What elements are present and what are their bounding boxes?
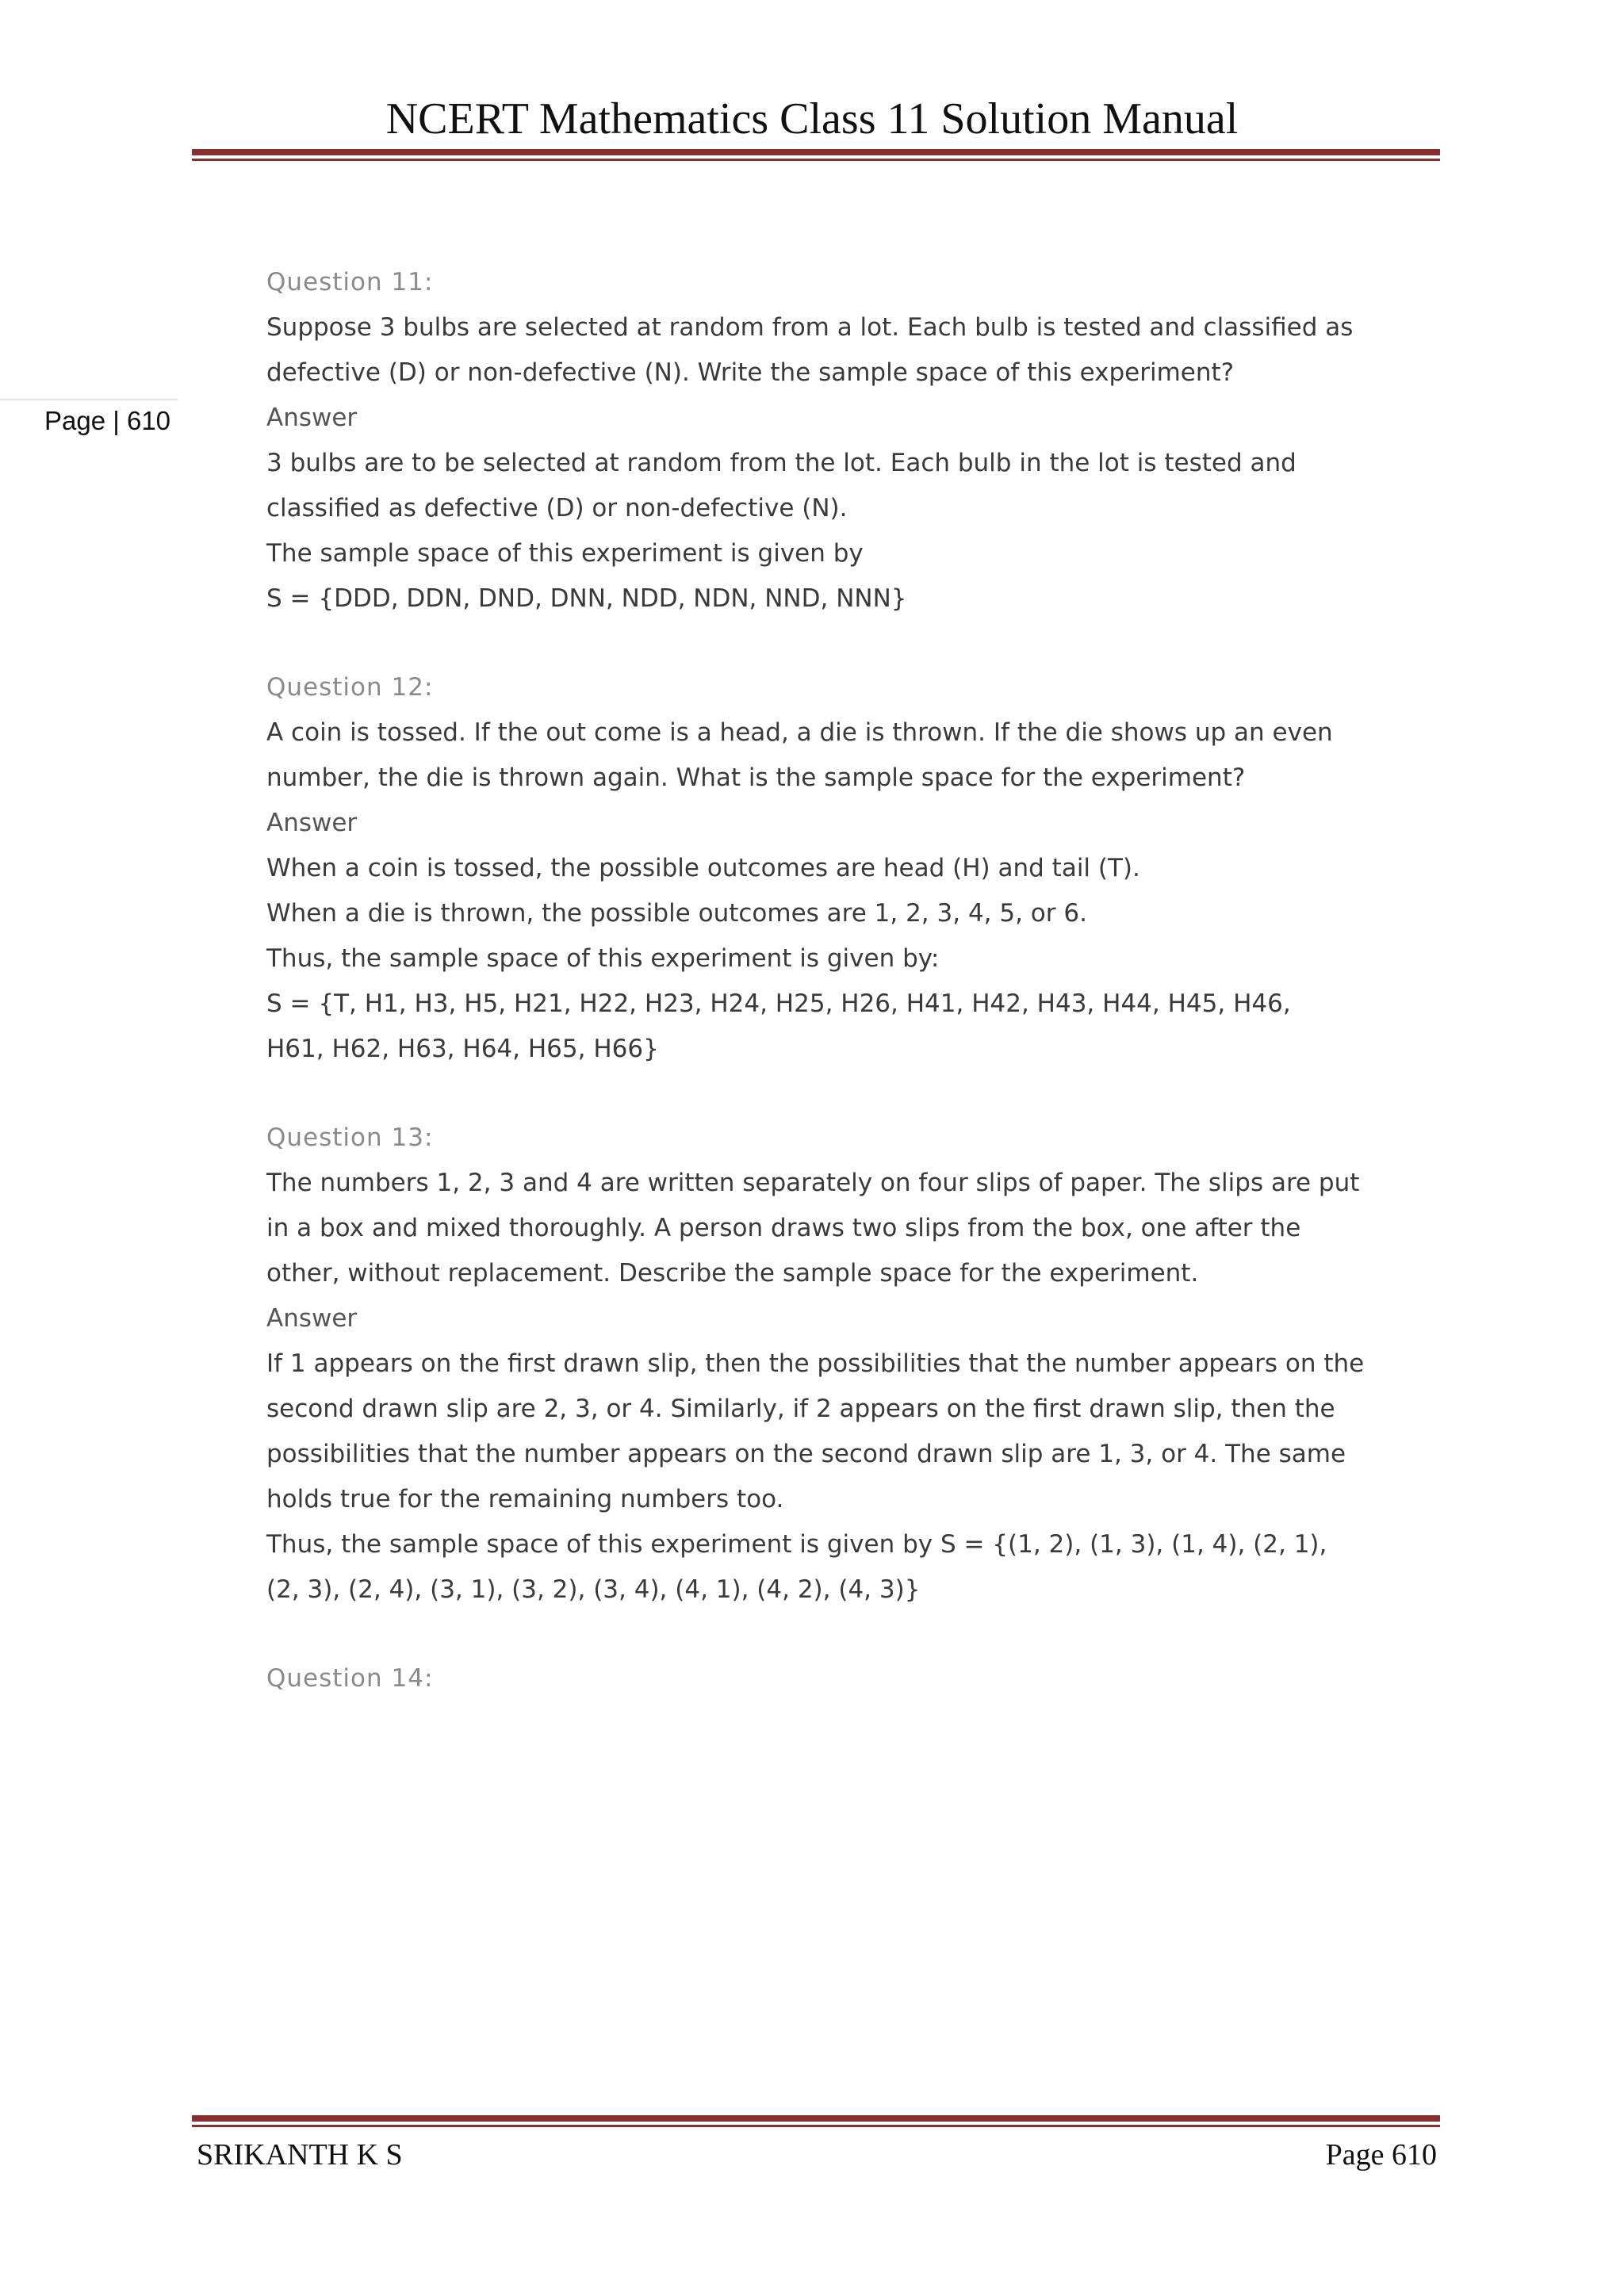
question-block: [266, 1656, 1408, 1701]
answer-label: Answer: [266, 809, 358, 837]
question-text-line: A coin is tossed. If the out come is a head, a die is thrown. If the die shows up an even: [266, 718, 1333, 747]
question-block: [266, 665, 1408, 1072]
question-heading: Question 13:: [266, 1123, 434, 1152]
answer-text-line: second drawn slip are 2, 3, or 4. Similarly, if 2 appears on the first drawn slip, then the: [266, 1395, 1335, 1423]
margin-page-label: Page | 610: [44, 406, 171, 435]
question-heading: Question 12:: [266, 673, 434, 702]
question-heading: Question 11:: [266, 268, 434, 297]
answer-text-line: possibilities that the number appears on the second drawn slip are 1, 3, or 4. The same: [266, 1440, 1346, 1468]
answer-text-line: Thus, the sample space of this experiment is given by S = {(1, 2), (1, 3), (1, 4), (2, 1),: [266, 1530, 1327, 1559]
question-block: [266, 1115, 1408, 1613]
answer-text-line: Thus, the sample space of this experiment is given by:: [266, 944, 940, 973]
page-header-title: NCERT Mathematics Class 11 Solution Manual: [385, 94, 1239, 144]
header-rule: [192, 149, 1440, 161]
footer-rule: [192, 2115, 1440, 2127]
answer-text-line: If 1 appears on the first drawn slip, then the possibilities that the number appears on the: [266, 1349, 1365, 1378]
question-heading: Question 14:: [266, 1664, 434, 1693]
question-text-line: defective (D) or non-defective (N). Write the sample space of this experiment?: [266, 358, 1235, 387]
margin-divider: [0, 399, 178, 400]
answer-label: Answer: [266, 1304, 358, 1333]
answer-label: Answer: [266, 404, 358, 432]
answer-text-line: classified as defective (D) or non-defective (N).: [266, 494, 848, 522]
question-text-line: other, without replacement. Describe the sample space for the experiment.: [266, 1259, 1199, 1288]
answer-text-line: S = {DDD, DDN, DND, DNN, NDD, NDN, NND, NNN}: [266, 584, 907, 613]
document-body: [266, 260, 1408, 1745]
question-text-line: Suppose 3 bulbs are selected at random from a lot. Each bulb is tested and classified as: [266, 313, 1354, 342]
footer-page-number: Page 610: [1325, 2138, 1437, 2172]
question-text-line: The numbers 1, 2, 3 and 4 are written separately on four slips of paper. The slips are put: [266, 1169, 1360, 1197]
answer-text-line: H61, H62, H63, H64, H65, H66}: [266, 1035, 659, 1063]
footer-author: SRIKANTH K S: [197, 2138, 403, 2172]
answer-text-line: 3 bulbs are to be selected at random from the lot. Each bulb in the lot is tested and: [266, 449, 1297, 477]
question-text-line: number, the die is thrown again. What is the sample space for the experiment?: [266, 763, 1246, 792]
question-text-line: in a box and mixed thoroughly. A person draws two slips from the box, one after the: [266, 1214, 1301, 1242]
question-block: [266, 260, 1408, 622]
answer-text-line: S = {T, H1, H3, H5, H21, H22, H23, H24, H25, H26, H41, H42, H43, H44, H45, H46,: [266, 989, 1291, 1018]
answer-text-line: holds true for the remaining numbers too.: [266, 1485, 784, 1513]
answer-text-line: When a die is thrown, the possible outcomes are 1, 2, 3, 4, 5, or 6.: [266, 899, 1087, 928]
answer-text-line: The sample space of this experiment is given by: [266, 539, 864, 568]
answer-text-line: When a coin is tossed, the possible outcomes are head (H) and tail (T).: [266, 854, 1140, 882]
answer-text-line: (2, 3), (2, 4), (3, 1), (3, 2), (3, 4), (4, 1), (4, 2), (4, 3)}: [266, 1575, 921, 1604]
